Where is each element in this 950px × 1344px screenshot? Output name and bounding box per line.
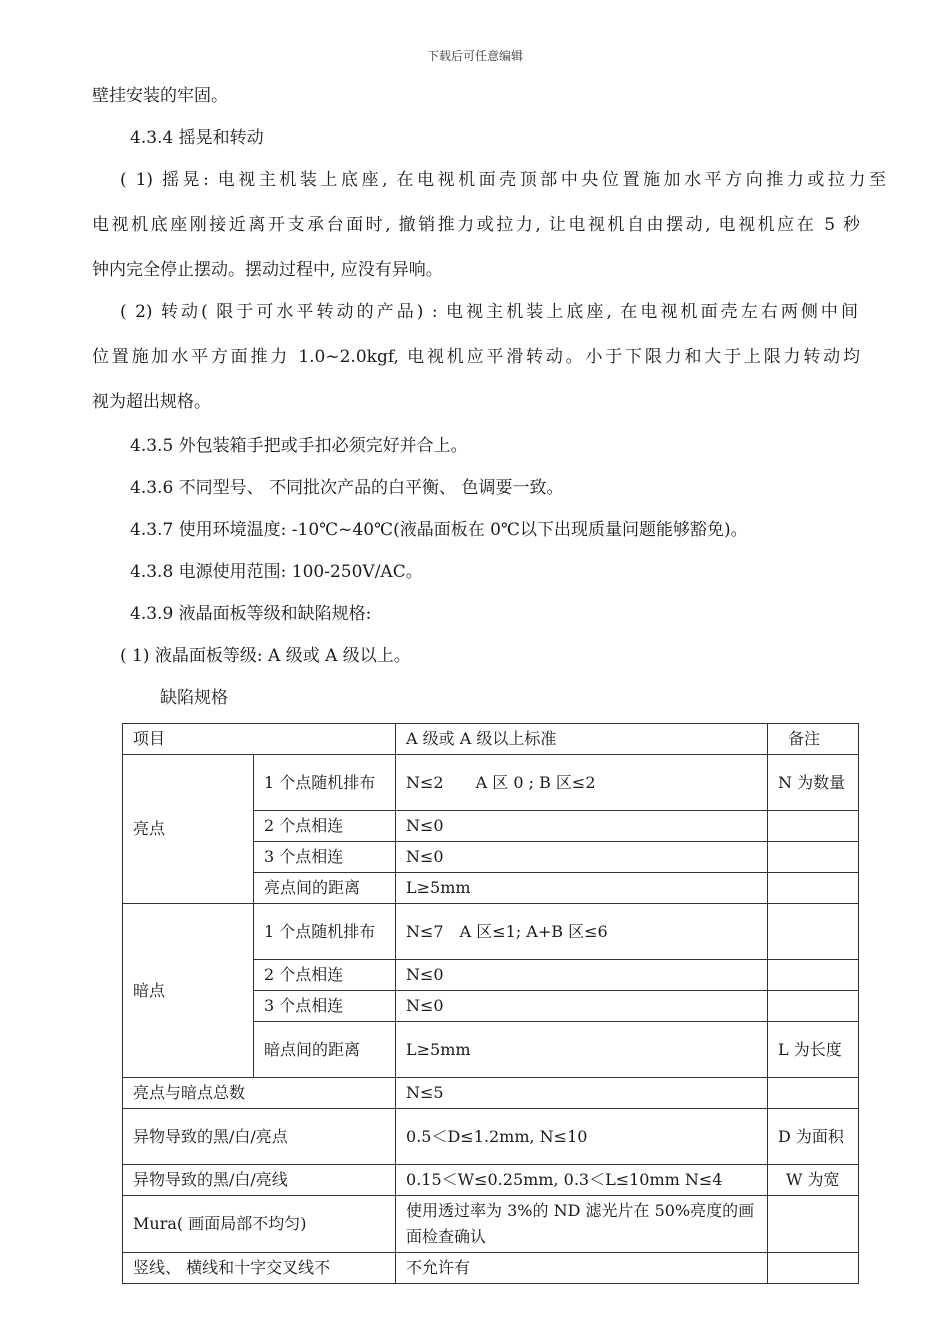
row-note (768, 873, 859, 904)
row-note: D 为面积 (768, 1109, 859, 1165)
table-row (123, 1165, 859, 1196)
paragraph-line: ( 1) 液晶面板等级: A 级或 A 级以上。 (120, 646, 411, 666)
row-standard: N≤5 (396, 1078, 768, 1109)
row-subitem: 2 个点相连 (254, 960, 396, 991)
row-item: 亮点与暗点总数 (123, 1078, 396, 1109)
table-caption: 缺陷规格 (160, 688, 228, 708)
row-standard: N≤0 (396, 842, 768, 873)
bright-dot-label: 亮点 (123, 755, 254, 904)
row-note: N 为数量 (768, 755, 859, 811)
row-item: Mura( 画面局部不均匀) (123, 1196, 396, 1253)
defect-spec-table (122, 723, 859, 1284)
table-row (123, 755, 859, 811)
row-note (768, 842, 859, 873)
paragraph-line: ( 1) 摇晃: 电视主机装上底座, 在电视机面壳顶部中央位置施加水平方向推力或拉力至 (120, 170, 886, 190)
table-row (123, 1196, 859, 1253)
row-standard: 0.15＜W≤0.25mm, 0.3＜L≤10mm N≤4 (396, 1165, 768, 1196)
row-item: 竖线、 横线和十字交叉线不 (123, 1253, 396, 1284)
row-subitem: 3 个点相连 (254, 991, 396, 1022)
table-row (123, 1109, 859, 1165)
row-subitem: 2 个点相连 (254, 811, 396, 842)
table-row (123, 1253, 859, 1284)
row-item: 异物导致的黑/白/亮线 (123, 1165, 396, 1196)
dark-dot-label: 暗点 (123, 904, 254, 1078)
row-subitem: 3 个点相连 (254, 842, 396, 873)
row-item: 异物导致的黑/白/亮点 (123, 1109, 396, 1165)
row-standard: N≤0 (396, 811, 768, 842)
row-note (768, 1078, 859, 1109)
section-heading: 4.3.5 外包装箱手把或手扣必须完好并合上。 (130, 436, 468, 456)
row-standard: N≤0 (396, 960, 768, 991)
paragraph-line: 视为超出规格。 (92, 392, 211, 412)
paragraph-line: 钟内完全停止摆动。摆动过程中, 应没有异响。 (92, 260, 443, 280)
row-subitem: 1 个点随机排布 (254, 904, 396, 960)
table-header-row (123, 724, 859, 755)
row-subitem: 亮点间的距离 (254, 873, 396, 904)
row-note (768, 1196, 859, 1253)
row-note (768, 991, 859, 1022)
row-standard: 不允许有 (396, 1253, 768, 1284)
section-heading: 4.3.7 使用环境温度: -10℃~40℃(液晶面板在 0℃以下出现质量问题能够豁免)。 (130, 520, 748, 540)
section-heading: 4.3.9 液晶面板等级和缺陷规格: (130, 604, 372, 624)
row-standard: L≥5mm (396, 1022, 768, 1078)
page-header: 下载后可任意编辑 (426, 49, 523, 63)
header-note: 备注 (768, 724, 859, 755)
table-row (123, 1078, 859, 1109)
header-standard: A 级或 A 级以上标准 (396, 724, 768, 755)
row-note: L 为长度 (768, 1022, 859, 1078)
row-standard: L≥5mm (396, 873, 768, 904)
paragraph-line: 位置施加水平方面推力 1.0~2.0kgf, 电视机应平滑转动。小于下限力和大于上限力转动均 (92, 347, 860, 367)
table-row (123, 904, 859, 960)
paragraph-line: 电视机底座刚接近离开支承台面时, 撤销推力或拉力, 让电视机自由摆动, 电视机应在 5 秒 (92, 215, 860, 235)
row-standard: 使用透过率为 3%的 ND 滤光片在 50%亮度的画面检查确认 (396, 1196, 768, 1253)
row-standard: 0.5＜D≤1.2mm, N≤10 (396, 1109, 768, 1165)
row-subitem: 暗点间的距离 (254, 1022, 396, 1078)
row-note (768, 1253, 859, 1284)
row-note (768, 811, 859, 842)
row-note: W 为宽 (768, 1165, 859, 1196)
section-heading: 4.3.4 摇晃和转动 (130, 128, 264, 148)
header-item: 项目 (123, 724, 396, 755)
row-standard: N≤7 A 区≤1; A+B 区≤6 (396, 904, 768, 960)
row-standard: N≤0 (396, 991, 768, 1022)
text-line: 壁挂安装的牢固。 (92, 86, 228, 106)
section-heading: 4.3.8 电源使用范围: 100-250V/AC。 (130, 562, 423, 582)
row-subitem: 1 个点随机排布 (254, 755, 396, 811)
section-heading: 4.3.6 不同型号、 不同批次产品的白平衡、 色调要一致。 (130, 478, 564, 498)
paragraph-line: ( 2) 转动( 限于可水平转动的产品) : 电视主机装上底座, 在电视机面壳左右两侧中间 (120, 302, 858, 322)
row-note (768, 904, 859, 960)
row-standard: N≤2 A 区 0 ; B 区≤2 (396, 755, 768, 811)
row-note (768, 960, 859, 991)
